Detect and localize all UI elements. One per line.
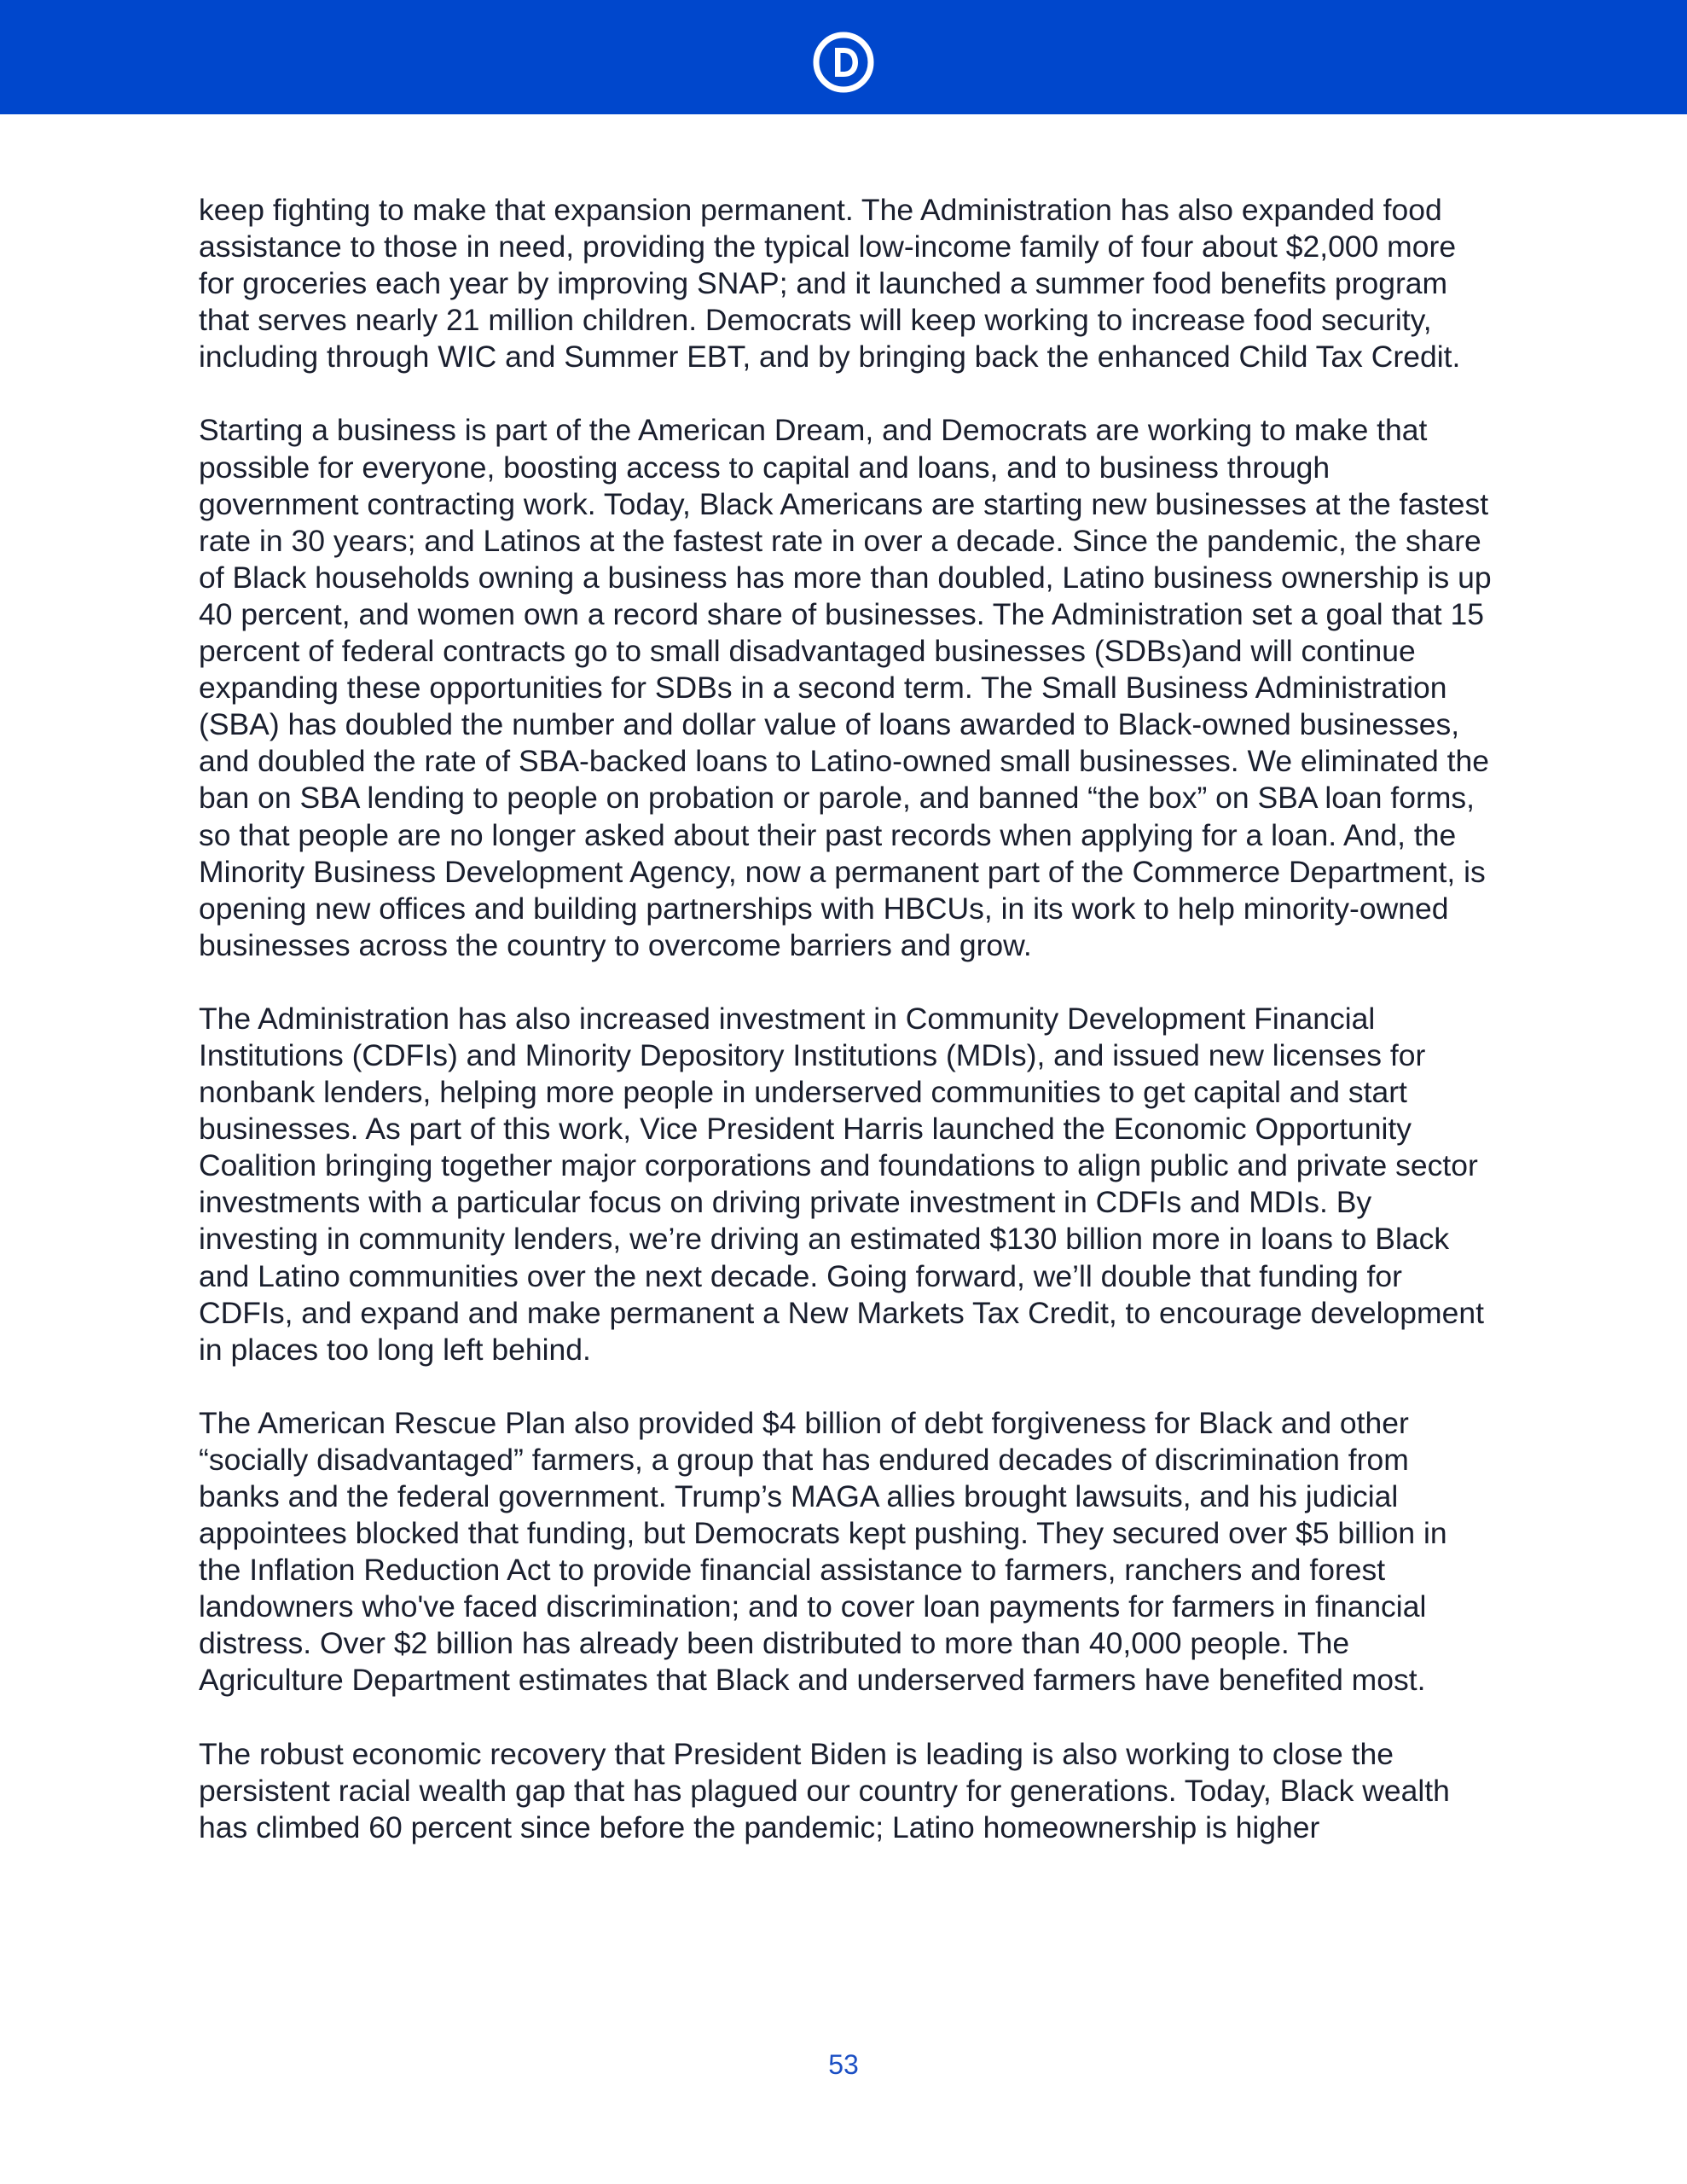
document-body xyxy=(199,192,1495,1846)
democratic-party-logo-icon xyxy=(811,30,876,95)
paragraph: keep fighting to make that expansion permanent. The Administration has also expanded food assistance to those in need, providing the typical low-income family of four about $2,000 more for groceries each year by improving SNAP; and it launched a summer food benefits program that serves nearly 21 million children. Democrats will keep working to increase food security, including through WIC and Summer EBT, and by bringing back the enhanced Child Tax Credit. xyxy=(199,193,1461,375)
paragraph: The robust economic recovery that President Biden is leading is also working to close the persistent racial wealth gap that has plagued our country for generations. Today, Black wealth has climbed 60 percent since before the pandemic; Latino homeownership is higher xyxy=(199,1736,1450,1844)
page-number: 53 xyxy=(828,2049,859,2080)
paragraph: The American Rescue Plan also provided $4 billion of debt forgiveness for Black and other “socially disadvantaged” farmers, a group that has endured decades of discrimination from banks and the federal government. Trump’s MAGA allies brought lawsuits, and his judicial appointees blocked that funding, but Democrats kept pushing. They secured over $5 billion in the Inflation Reduction Act to provide financial assistance to farmers, ranchers and forest landowners who've faced discrimination; and to cover loan payments for farmers in financial distress. Over $2 billion has already been distributed to more than 40,000 people. The Agriculture Department estimates that Black and underserved farmers have benefited most. xyxy=(199,1405,1447,1698)
paragraph: The Administration has also increased investment in Community Development Financial Institutions (CDFIs) and Minority Depository Institutions (MDIs), and issued new licenses for nonbank lenders, helping more people in underserved communities to get capital and start businesses. As part of this work, Vice President Harris launched the Economic Opportunity Coalition bringing together major corporations and foundations to align public and private sector investments with a particular focus on driving private investment in CDFIs and MDIs. By investing in community lenders, we’re driving an estimated $130 billion more in loans to Black and Latino communities over the next decade. Going forward, we’ll double that funding for CDFIs, and expand and make permanent a New Markets Tax Credit, to encourage development in places too long left behind. xyxy=(199,1001,1484,1367)
header-bar xyxy=(0,0,1687,114)
paragraph: Starting a business is part of the American Dream, and Democrats are working to make that possible for everyone, boosting access to capital and loans, and to business through government contracting work. Today, Black Americans are starting new businesses at the fastest rate in 30 years; and Latinos at the fastest rate in over a decade. Since the pandemic, the share of Black households owning a business has more than doubled, Latino business ownership is up 40 percent, and women own a record share of businesses. The Administration set a goal that 15 percent of federal contracts go to small disadvantaged businesses (SDBs)and will continue expanding these opportunities for SDBs in a second term. The Small Business Administration (SBA) has doubled the number and dollar value of loans awarded to Black-owned businesses, and doubled the rate of SBA-backed loans to Latino-owned small businesses. We eliminated the ban on SBA lending to people on probation or parole, and banned “the box” on SBA loan forms, so that people are no longer asked about their past records when applying for a loan. And, the Minority Business Development Agency, now a permanent part of the Commerce Department, is opening new offices and building partnerships with HBCUs, in its work to help minority-owned businesses across the country to overcome barriers and grow. xyxy=(199,413,1492,962)
